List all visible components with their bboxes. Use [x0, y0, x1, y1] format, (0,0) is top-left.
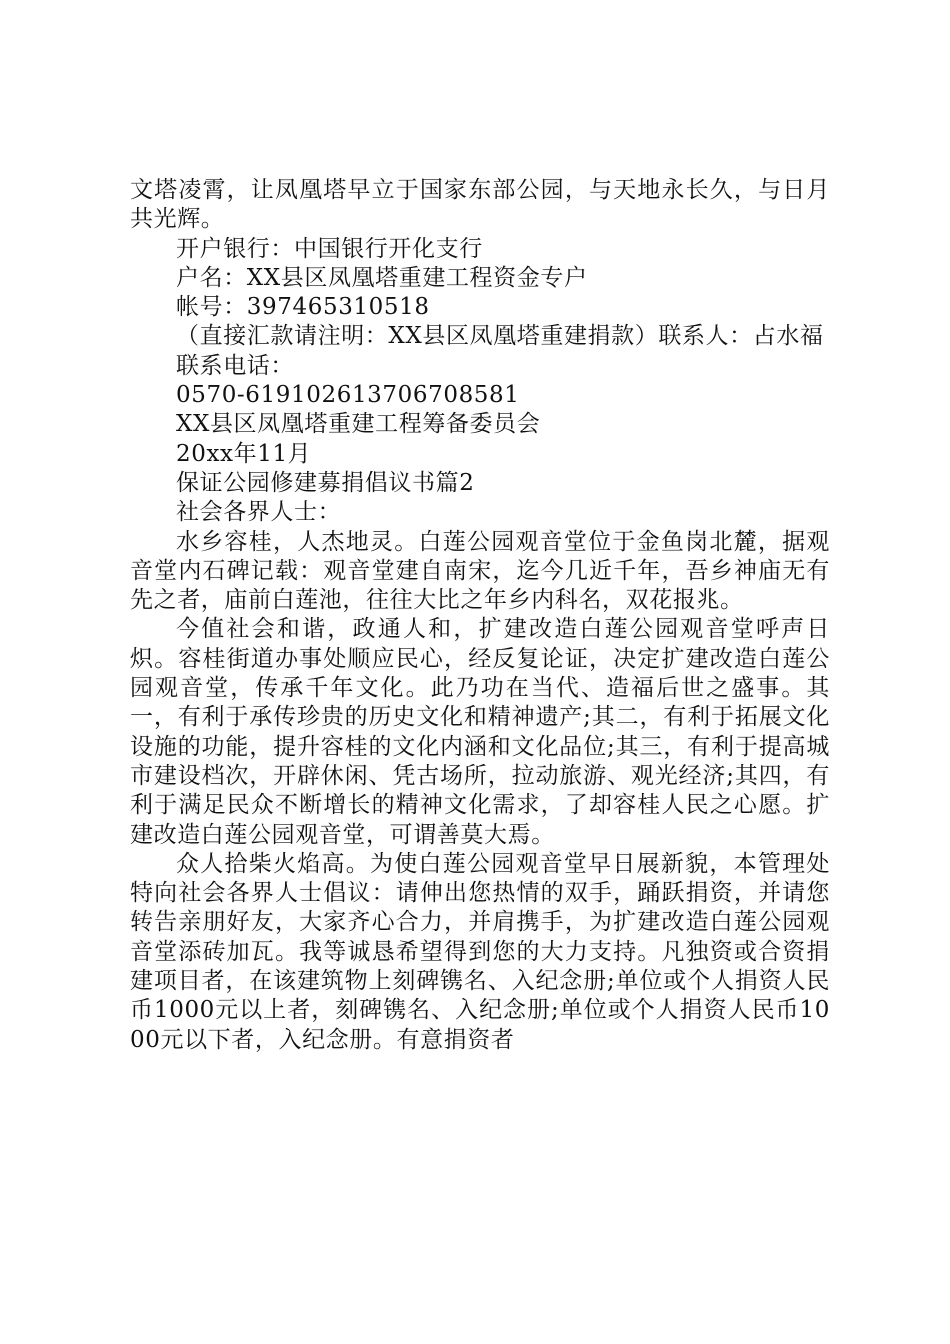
paragraph-phone-number: 0570-619102613706708581	[176, 382, 520, 409]
paragraph-account-name: 户名：XX县区凤凰塔重建工程资金专户	[176, 264, 588, 291]
paragraph-closing-text: 文塔凌霄，让凤凰塔早立于国家东部公园，与天地永长久，与日月共光辉。	[130, 177, 830, 233]
paragraph-body-3: 众人拾柴火焰高。为使白莲公园观音堂早日展新貌，本管理处特向社会各界人士倡议：请伸出您热情的双手，踊跃捐资，并请您转告亲朋好友，大家齐心合力，并肩携手，为扩建改造白莲公园观音堂添砖加瓦。我等诚恳希望得到您的大力支持。凡独资或合资捐建项目者，在该建筑物上刻碑镌名、入纪念册;单位或个人捐资人民币1000元以上者，刻碑镌名、入纪念册;单位或个人捐资人民币1000元以下者，入纪念册。有意捐资者	[130, 850, 830, 1053]
paragraph-committee: XX县区凤凰塔重建工程筹备委员会	[176, 411, 541, 438]
paragraph-phone-label: 联系电话：	[176, 352, 294, 379]
paragraph-section-title: 保证公园修建募捐倡议书篇2	[176, 469, 475, 496]
paragraph-account-number: 帐号：397465310518	[176, 294, 430, 321]
paragraph-body-1: 水乡容桂，人杰地灵。白莲公园观音堂位于金鱼岗北麓，据观音堂内石碑记载：观音堂建自南宋，迄今几近千年，吾乡神庙无有先之者，庙前白莲池，往往大比之年乡内科名，双花报兆。	[130, 528, 830, 614]
paragraph-bank-name: 开户银行：中国银行开化支行	[176, 235, 483, 262]
paragraph-remittance-note: （直接汇款请注明：XX县区凤凰塔重建捐款）联系人：占水福	[176, 323, 824, 350]
document-page	[130, 176, 830, 1055]
paragraph-salutation: 社会各界人士：	[176, 499, 342, 526]
paragraph-date: 20xx年11月	[176, 440, 312, 467]
paragraph-body-2: 今值社会和谐，政通人和，扩建改造白莲公园观音堂呼声日炽。容桂街道办事处顺应民心，经反复论证，决定扩建改造白莲公园观音堂，传承千年文化。此乃功在当代、造福后世之盛事。其一，有利于承传珍贵的历史文化和精神遗产;其二，有利于拓展文化设施的功能，提升容桂的文化内涵和文化品位;其三，有利于提高城市建设档次，开辟休闲、凭古场所，拉动旅游、观光经济;其四，有利于满足民众不断增长的精神文化需求，了却容桂人民之心愿。扩建改造白莲公园观音堂，可谓善莫大焉。	[130, 616, 830, 848]
